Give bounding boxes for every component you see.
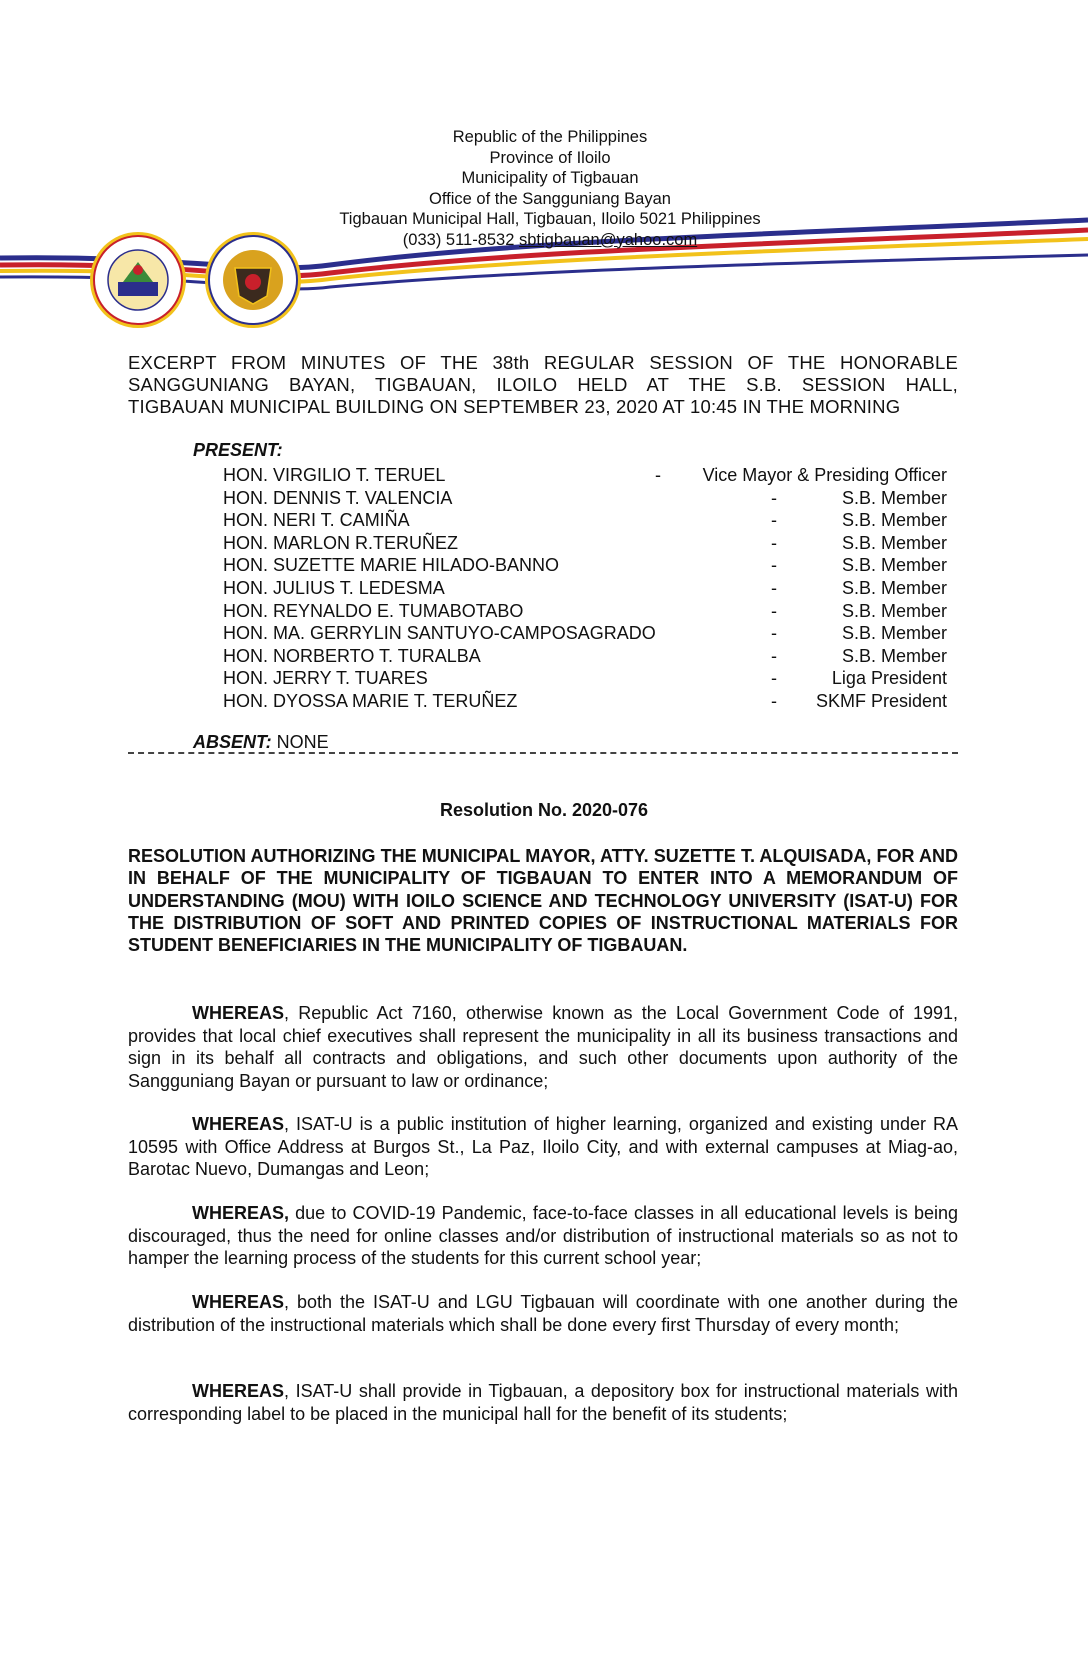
header-contact [250,230,850,251]
attendee-name: HON. NORBERTO T. TURALBA [223,645,481,666]
attendee-role: S.B. Member [841,532,947,553]
resolution-title: RESOLUTION AUTHORIZING THE MUNICIPAL MAYOR, ATTY. SUZETTE T. ALQUISADA, FOR AND IN BEHALF OF THE MUNICIPALITY OF TIGBAUAN TO ENTER INTO A MEMORANDUM OF UNDERSTANDING (MOU) WITH IOILO SCIENCE AND TECHNOLOGY UNIVERSITY (ISAT-U) FOR THE DISTRIBUTION OF SOFT AND PRINTED COPIES OF INSTRUCTIONAL MATERIALS FOR STUDENT BENEFICIARIES IN THE MUNICIPALITY OF TIGBAUAN. [128,846,958,956]
attendee-role: Vice Mayor & Presiding Officer [702,465,947,485]
whereas-clause [128,1002,958,1092]
excerpt-line-1: EXCERPT FROM MINUTES OF THE 38th REGULAR SESSION OF THE HONORABLE [128,352,958,373]
attendee-name: HON. SUZETTE MARIE HILADO-BANNO [223,555,560,576]
attendee-row [223,577,963,600]
attendee-dash: - [771,668,777,689]
header-address: Tigbauan Municipal Hall, Tigbauan, Iloilo 5021 Philippines [339,210,761,228]
whereas-clause [128,1113,958,1181]
attendee-row [223,600,963,623]
whereas-text: , ISAT-U is a public institution of higher learning, organized and existing under RA 10595 with Office Address at Burgos St., La Paz, Iloilo City, and with external campuses at Miag-ao, Barotac Nuevo, Dumangas and Leon; [128,1114,958,1179]
attendee-row [223,667,963,690]
whereas-lead: WHEREAS [192,1114,285,1134]
excerpt-heading [128,352,958,418]
attendee-row [223,554,963,577]
attendee-dash: - [771,577,777,598]
attendee-name: HON. MARLON R.TERUÑEZ [223,532,459,553]
excerpt-line-3: TIGBAUAN MUNICIPAL BUILDING ON SEPTEMBER 23, 2020 AT 10:45 IN THE MORNING [128,396,901,417]
whereas-lead: WHEREAS [192,1003,285,1023]
whereas-clause [128,1291,958,1336]
dashed-divider [128,752,958,754]
attendee-row [223,622,963,645]
attendee-name: HON. DENNIS T. VALENCIA [223,487,453,508]
attendee-name: HON. NERI T. CAMIÑA [223,510,410,531]
excerpt-line-2: SANGGUNIANG BAYAN, TIGBAUAN, ILOILO HELD AT THE S.B. SESSION HALL, [128,374,958,395]
attendee-name: HON. REYNALDO E. TUMABOTABO [223,600,524,621]
attendee-row [223,464,963,487]
attendee-name: HON. VIRGILIO T. TERUEL [223,465,446,485]
whereas-clause [128,1380,958,1425]
whereas-text: , Republic Act 7160, otherwise known as the Local Government Code of 1991, provides that local chief executives shall represent the municipality in all its business transactions and sign in its behalf all contracts and obligations, and such other documents upon authority of the Sangguniang Bayan or pursuant to law or ordinance; [128,1003,958,1091]
attendee-dash: - [771,690,777,711]
municipality-seal-logo [88,230,188,330]
whereas-text: due to COVID-19 Pandemic, face-to-face classes in all educational levels is being discouraged, thus the need for online classes and/or distribution of instructional materials so as not to hamper the learning process of the students for this current school year; [128,1203,958,1268]
attendee-dash: - [771,623,777,644]
attendee-role: S.B. Member [841,487,947,508]
resolution-number: Resolution No. 2020-076 [439,800,649,820]
header-email-link[interactable]: sbtigbauan@yahoo.com [519,230,698,249]
attendee-name: HON. MA. GERRYLIN SANTUYO-CAMPOSAGRADO [223,623,656,644]
attendee-name: HON. DYOSSA MARIE T. TERUÑEZ [223,690,518,711]
header-office: Office of the Sangguniang Bayan [429,189,671,208]
attendee-role: S.B. Member [841,645,947,666]
whereas-clause [128,1202,958,1270]
attendee-row [223,690,963,713]
attendee-role: S.B. Member [841,510,947,531]
absent-line [193,732,329,753]
header-municipality: Municipality of Tigbauan [461,169,639,187]
attendee-name: HON. JULIUS T. LEDESMA [223,577,445,598]
header-province: Province of Iloilo [489,148,611,167]
letterhead [250,127,850,250]
attendee-role: SKMF President [815,690,947,711]
attendee-dash: - [655,465,661,485]
attendee-role: S.B. Member [841,577,947,598]
attendee-row [223,509,963,532]
absent-label: ABSENT: [193,732,272,752]
header-republic: Republic of the Philippines [452,128,648,146]
attendee-name: HON. JERRY T. TUARES [223,668,428,689]
attendee-dash: - [771,645,777,666]
attendee-role: Liga President [831,668,947,689]
whereas-text: , ISAT-U shall provide in Tigbauan, a depository box for instructional materials with corresponding label to be placed in the municipal hall for the benefit of its students; [128,1381,958,1424]
attendee-role: S.B. Member [841,623,947,644]
whereas-text: , both the ISAT-U and LGU Tigbauan will coordinate with one another during the distribution of the instructional materials which shall be done every first Thursday of every month; [128,1292,958,1335]
attendee-dash: - [771,487,777,508]
header-phone: (033) 511-8532 [402,230,515,249]
attendee-role: S.B. Member [841,555,947,576]
whereas-lead: WHEREAS, [192,1203,290,1223]
attendee-row [223,645,963,668]
attendee-dash: - [771,555,777,576]
attendee-dash: - [771,600,777,621]
attendee-row [223,532,963,555]
attendee-dash: - [771,532,777,553]
attendee-role: S.B. Member [841,600,947,621]
absent-value: NONE [271,732,329,752]
whereas-lead: WHEREAS [192,1381,285,1401]
attendee-dash: - [771,510,777,531]
attendee-list [223,464,963,713]
whereas-lead: WHEREAS [192,1292,285,1312]
present-label: PRESENT: [193,440,283,460]
attendee-row [223,487,963,510]
